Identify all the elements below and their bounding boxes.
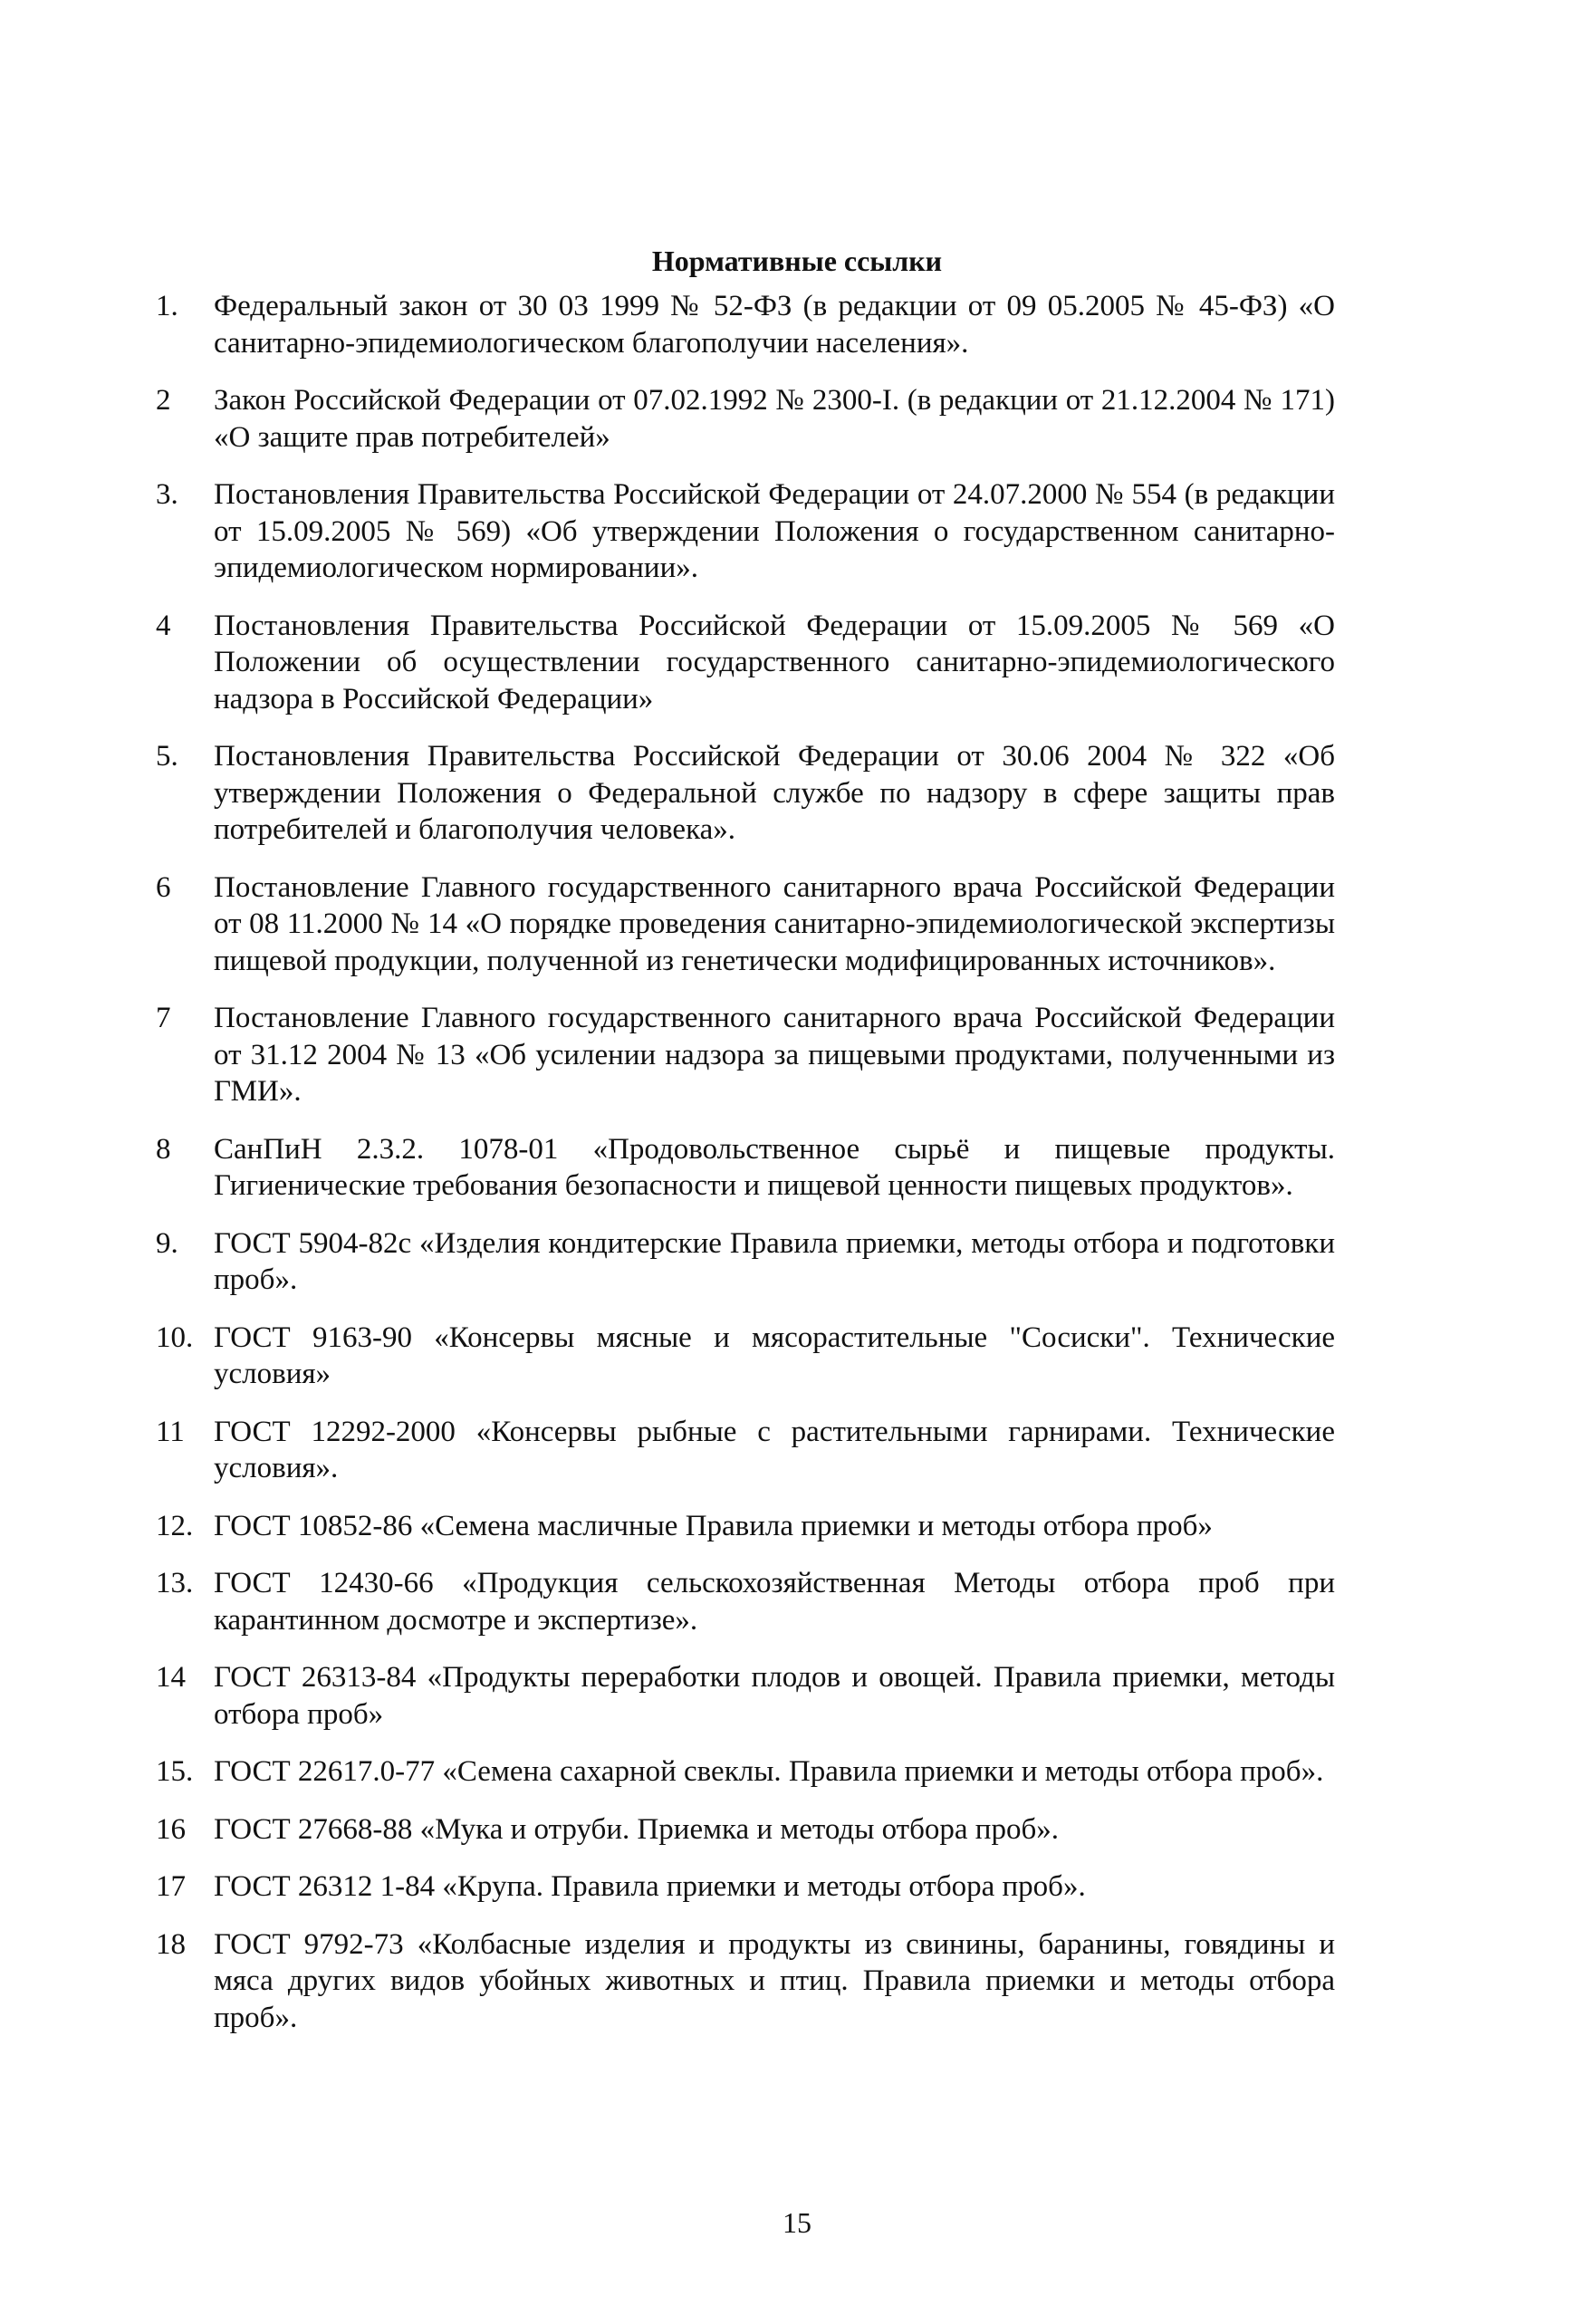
reference-number: 15. <box>156 1755 194 1788</box>
reference-number: 6 <box>156 870 171 904</box>
reference-text: Постановление Главного государственного санитарного врача Российской Федерации от 31.12 2004 № 13 «Об усилении надзора за пищевыми продуктами, полученными из ГМИ». <box>214 1002 1335 1108</box>
references-list <box>156 288 1335 2057</box>
reference-item-16 <box>156 1811 1335 1849</box>
reference-item-9 <box>156 1225 1335 1299</box>
reference-text: СанПиН 2.3.2. 1078-01 «Продовольственное сырьё и пищевые продукты. Гигиенические требования безопасности и пищевой ценности пищевых продуктов». <box>214 1132 1335 1202</box>
reference-number: 4 <box>156 609 171 642</box>
reference-text: ГОСТ 12292-2000 «Консервы рыбные с растительными гарнирами. Технические условия». <box>214 1415 1335 1484</box>
reference-text: ГОСТ 22617.0-77 «Семена сахарной свеклы. Правила приемки и методы отбора проб». <box>214 1755 1324 1788</box>
reference-text: ГОСТ 10852-86 «Семена масличные Правила приемки и методы отбора проб» <box>214 1509 1213 1542</box>
reference-number: 14 <box>156 1661 186 1694</box>
reference-text: ГОСТ 12430-66 «Продукция сельскохозяйственная Методы отбора проб при карантинном досмотре и экспертизе». <box>214 1567 1335 1637</box>
reference-item-3 <box>156 476 1335 587</box>
reference-text: Закон Российской Федерации от 07.02.1992 № 2300-I. (в редакции от 21.12.2004 № 171) «О защите прав потребителей» <box>214 384 1335 454</box>
reference-number: 3. <box>156 478 178 511</box>
reference-number: 5. <box>156 740 178 773</box>
reference-text: Постановления Правительства Российской Федерации от 30.06 2004 № 322 «Об утверждении Положения о Федеральной службе по надзору в сфере защиты прав потребителей и благополучия человека». <box>214 740 1335 846</box>
reference-item-7 <box>156 1000 1335 1110</box>
reference-text: Постановления Правительства Российской Федерации от 15.09.2005 № 569 «О Положении об осуществлении государственного санитарно-эпидемиологического надзора в Российской Федерации» <box>214 609 1335 715</box>
reference-number: 12. <box>156 1509 194 1542</box>
reference-item-6 <box>156 869 1335 980</box>
reference-number: 13. <box>156 1567 194 1599</box>
reference-number: 8 <box>156 1132 171 1166</box>
reference-item-8 <box>156 1131 1335 1205</box>
reference-number: 9. <box>156 1226 178 1260</box>
reference-item-1 <box>156 288 1335 361</box>
reference-item-10 <box>156 1320 1335 1393</box>
reference-item-4 <box>156 608 1335 718</box>
reference-text: Постановление Главного государственного санитарного врача Российской Федерации от 08 11.2000 № 14 «О порядке проведения санитарно-эпидемиологической экспертизы пищевой продукции, полученной из генетически модифицированных источников». <box>214 870 1335 977</box>
reference-item-5 <box>156 738 1335 849</box>
reference-text: ГОСТ 9163-90 «Консервы мясные и мясорастительные "Сосиски". Технические условия» <box>214 1320 1335 1390</box>
page-title: Нормативные ссылки <box>651 245 943 277</box>
reference-item-15 <box>156 1753 1335 1791</box>
reference-item-2 <box>156 382 1335 456</box>
reference-text: Постановления Правительства Российской Федерации от 24.07.2000 № 554 (в редакции от 15.09.2005 № 569) «Об утверждении Положения о государственном санитарно-эпидемиологическом нормировании». <box>214 478 1335 584</box>
reference-text: Федеральный закон от 30 03 1999 № 52-ФЗ (в редакции от 09 05.2005 № 45-ФЗ) «О санитарно-эпидемиологическом благополучии населения». <box>214 290 1335 360</box>
reference-item-11 <box>156 1414 1335 1487</box>
reference-text: ГОСТ 27668-88 «Мука и отруби. Приемка и методы отбора проб». <box>214 1812 1059 1846</box>
reference-number: 10. <box>156 1320 194 1354</box>
reference-number: 17 <box>156 1870 186 1903</box>
reference-number: 1. <box>156 290 178 322</box>
reference-item-17 <box>156 1868 1335 1906</box>
reference-number: 7 <box>156 1002 171 1034</box>
reference-text: ГОСТ 26313-84 «Продукты переработки плодов и овощей. Правила приемки, методы отбора проб» <box>214 1661 1335 1731</box>
reference-number: 11 <box>156 1415 185 1448</box>
page-number: 15 <box>783 2206 811 2239</box>
reference-number: 2 <box>156 384 171 417</box>
reference-text: ГОСТ 5904-82с «Изделия кондитерские Правила приемки, методы отбора и подготовки проб». <box>214 1226 1335 1296</box>
reference-number: 16 <box>156 1812 186 1846</box>
reference-number: 18 <box>156 1927 186 1961</box>
reference-text: ГОСТ 9792-73 «Колбасные изделия и продукты из свинины, баранины, говядины и мяса других видов убойных животных и птиц. Правила приемки и методы отбора проб». <box>214 1927 1335 2034</box>
reference-item-18 <box>156 1926 1335 2037</box>
reference-item-12 <box>156 1508 1335 1545</box>
reference-text: ГОСТ 26312 1-84 «Крупа. Правила приемки и методы отбора проб». <box>214 1870 1086 1903</box>
reference-item-14 <box>156 1659 1335 1733</box>
reference-item-13 <box>156 1565 1335 1638</box>
